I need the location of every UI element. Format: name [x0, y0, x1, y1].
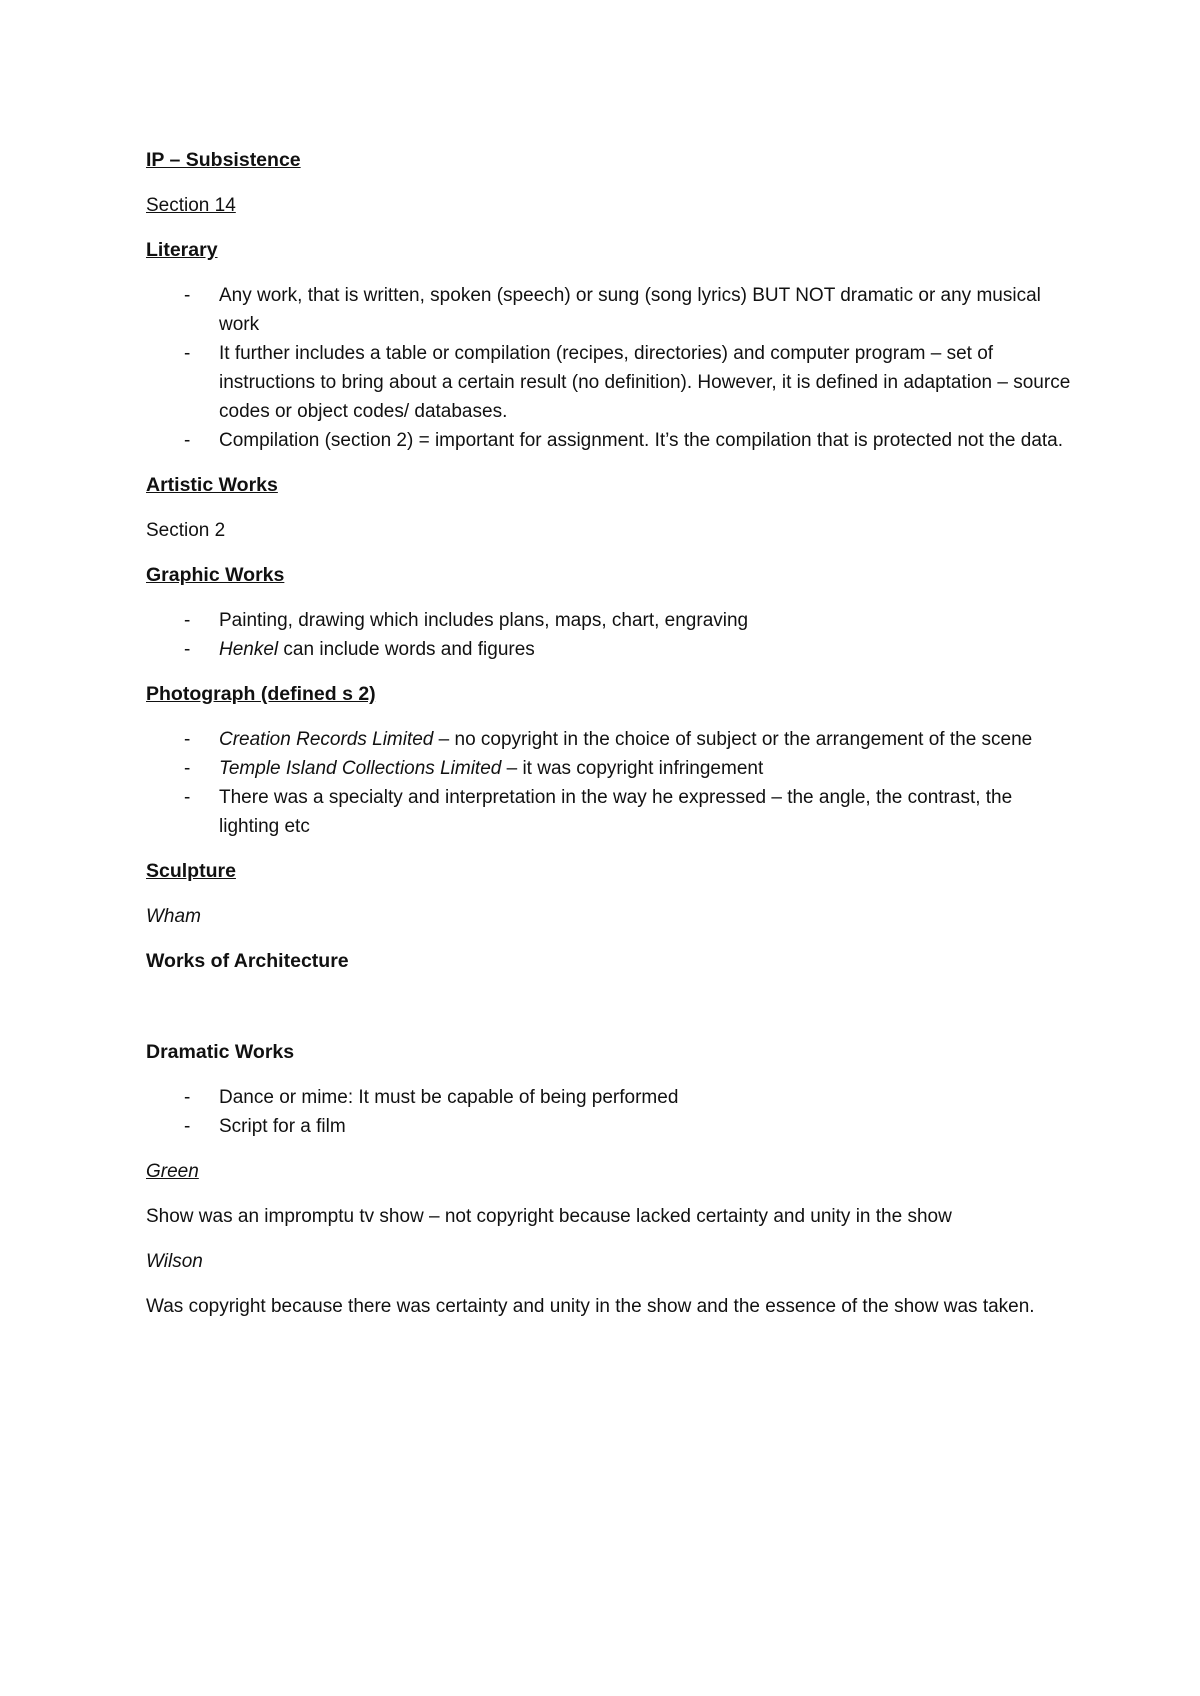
literary-heading: Literary — [146, 239, 218, 261]
architecture-heading: Works of Architecture — [146, 950, 349, 972]
list-item-text: Any work, that is written, spoken (speech) or sung (song lyrics) BUT NOT dramatic or any musical work — [219, 285, 1041, 335]
green-case-text: Show was an impromptu tv show – not copyright because lacked certainty and unity in the show — [146, 1206, 952, 1227]
case-name: Creation Records Limited — [219, 729, 434, 750]
list-item-text: It further includes a table or compilation (recipes, directories) and computer program – set of instructions to bring about a certain result (no definition). However, it is defined in adaptation – source codes or object codes/ databases. — [219, 343, 1071, 422]
dramatic-works-list — [146, 1083, 1076, 1141]
dash-bullet: - — [184, 639, 191, 660]
document-title: IP – Subsistence — [146, 149, 301, 171]
sculpture-case-name: Wham — [146, 906, 201, 927]
list-item — [146, 754, 1076, 783]
list-item — [146, 426, 1076, 455]
dramatic-works-heading: Dramatic Works — [146, 1041, 295, 1063]
list-item — [146, 606, 1076, 635]
dash-bullet: - — [184, 758, 191, 779]
graphic-works-list — [146, 606, 1076, 664]
dash-bullet: - — [184, 285, 191, 306]
dash-bullet: - — [184, 729, 191, 750]
artistic-section-label: Section 2 — [146, 520, 226, 541]
artistic-works-heading: Artistic Works — [146, 474, 278, 496]
dash-bullet: - — [184, 343, 191, 364]
list-item-text: can include words and figures — [278, 639, 535, 660]
list-item-text: Script for a film — [219, 1116, 346, 1137]
dash-bullet: - — [184, 430, 191, 451]
list-item — [146, 725, 1076, 754]
literary-list — [146, 281, 1076, 455]
wilson-case-name: Wilson — [146, 1251, 203, 1272]
list-item-text: Dance or mime: It must be capable of being performed — [219, 1087, 679, 1108]
list-item — [146, 635, 1076, 664]
list-item — [146, 1083, 1076, 1112]
wilson-case-text: Was copyright because there was certainty and unity in the show and the essence of the show was taken. — [146, 1296, 1035, 1317]
list-item-text: There was a specialty and interpretation in the way he expressed – the angle, the contrast, the lighting etc — [219, 787, 1013, 837]
case-name: Temple Island Collections Limited — [219, 758, 502, 779]
list-item-text: – it was copyright infringement — [501, 758, 764, 779]
document-body — [146, 146, 1076, 1321]
list-item — [146, 783, 1076, 841]
list-item — [146, 1112, 1076, 1141]
list-item — [146, 339, 1076, 426]
dash-bullet: - — [184, 610, 191, 631]
case-name: Henkel — [219, 639, 279, 660]
section-14-label: Section 14 — [146, 195, 236, 216]
list-item — [146, 281, 1076, 339]
dash-bullet: - — [184, 1116, 191, 1137]
sculpture-heading: Sculpture — [146, 860, 236, 882]
photograph-list — [146, 725, 1076, 841]
dash-bullet: - — [184, 787, 191, 808]
list-item-text: Painting, drawing which includes plans, maps, chart, engraving — [219, 610, 749, 631]
dash-bullet: - — [184, 1087, 191, 1108]
graphic-works-heading: Graphic Works — [146, 564, 285, 586]
list-item-text: – no copyright in the choice of subject or the arrangement of the scene — [433, 729, 1033, 750]
photograph-heading: Photograph (defined s 2) — [146, 683, 376, 705]
green-case-name: Green — [146, 1161, 199, 1182]
list-item-text: Compilation (section 2) = important for assignment. It’s the compilation that is protected not the data. — [219, 430, 1064, 451]
